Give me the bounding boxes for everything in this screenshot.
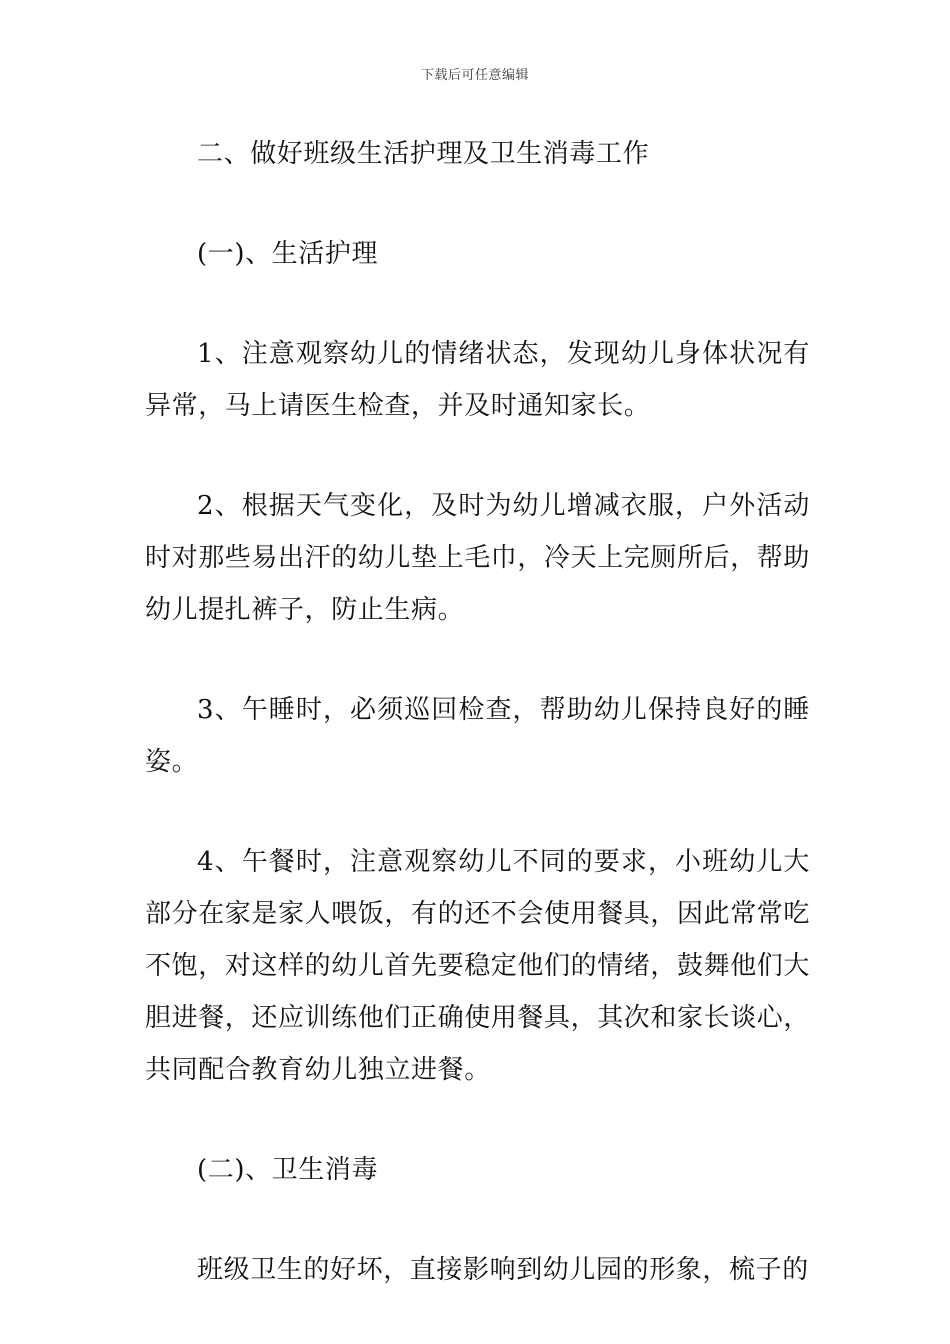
paragraph: 班级卫生的好坏，直接影响到幼儿园的形象，梳子的: [197, 1255, 809, 1285]
subsection-heading: (二)、卫生消毒: [197, 1155, 379, 1185]
paragraph: 4、午餐时，注意观察幼儿不同的要求，小班幼儿大部分在家是家人喂饭，有的还不会使用餐具，因此常常吃不饱，对这样的幼儿首先要稳定他们的情绪，鼓舞他们大胆进餐，还应训练他们正确使用餐具，其次和家长谈心，共同配合教育幼儿独立进餐。: [145, 847, 811, 1085]
paragraph: 2、根据天气变化，及时为幼儿增减衣服，户外活动时对那些易出汗的幼儿垫上毛巾，冷天上完厕所后，帮助幼儿提扎裤子，防止生病。: [145, 491, 811, 625]
document-body: [145, 128, 810, 1344]
paragraph: 1、注意观察幼儿的情绪状态，发现幼儿身体状况有异常，马上请医生检查，并及时通知家长。: [145, 339, 810, 421]
section-heading: 二、做好班级生活护理及卫生消毒工作: [197, 139, 650, 169]
subsection-heading: (一)、生活护理: [197, 239, 379, 269]
page-header: 下载后可任意编辑: [420, 68, 529, 83]
paragraph: 3、午睡时，必须巡回检查，帮助幼儿保持良好的睡姿。: [145, 695, 810, 777]
